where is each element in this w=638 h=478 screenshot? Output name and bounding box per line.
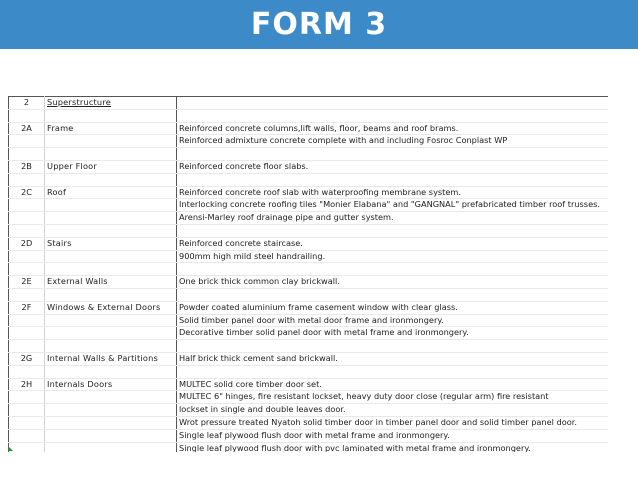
row-description[interactable]: Decorative timber solid panel door with metal frame and ironmongery. [177, 327, 609, 340]
page-title: FORM 3 [250, 7, 388, 42]
row-code[interactable] [9, 365, 45, 378]
row-code[interactable]: 2D [9, 237, 45, 250]
row-description[interactable]: Reinforced admixture concrete complete with and including Fosroc Conplast WP [177, 135, 609, 148]
specification-table [8, 96, 608, 452]
row-item[interactable] [45, 288, 177, 301]
table-row [9, 327, 609, 340]
row-item[interactable] [45, 263, 177, 276]
row-item[interactable]: Frame [45, 122, 177, 135]
table-row [9, 391, 609, 404]
row-code[interactable]: 2C [9, 186, 45, 199]
row-code[interactable] [9, 288, 45, 301]
table-row [9, 276, 609, 289]
table-row [9, 352, 609, 365]
row-item[interactable]: Windows & External Doors [45, 301, 177, 314]
row-item[interactable] [45, 314, 177, 327]
row-code[interactable] [9, 173, 45, 186]
table-row [9, 378, 609, 391]
row-item[interactable] [45, 173, 177, 186]
row-description[interactable]: Reinforced concrete columns,lift walls, floor, beams and roof brams. [177, 122, 609, 135]
row-code[interactable] [9, 224, 45, 237]
row-description[interactable] [177, 224, 609, 237]
row-item[interactable]: Upper Floor [45, 160, 177, 173]
row-description[interactable]: One brick thick common clay brickwall. [177, 276, 609, 289]
row-code[interactable] [9, 391, 45, 404]
row-description[interactable]: Reinforced concrete staircase. [177, 237, 609, 250]
row-item[interactable] [45, 429, 177, 442]
row-code[interactable] [9, 429, 45, 442]
row-description[interactable]: Reinforced concrete roof slab with waterproofing membrane system. [177, 186, 609, 199]
row-description[interactable]: Arensi-Marley roof drainage pipe and gutter system. [177, 212, 609, 225]
row-item[interactable] [45, 135, 177, 148]
table-row [9, 199, 609, 212]
row-description[interactable]: Powder coated aluminium frame casement window with clear glass. [177, 301, 609, 314]
row-code[interactable]: 2B [9, 160, 45, 173]
row-description[interactable] [177, 97, 609, 110]
row-description[interactable] [177, 109, 609, 122]
table-row [9, 301, 609, 314]
row-description[interactable]: Single leaf plywood flush door with pvc laminated with metal frame and ironmongery. [177, 442, 609, 452]
row-item[interactable] [45, 148, 177, 161]
row-item[interactable] [45, 109, 177, 122]
table-row [9, 250, 609, 263]
row-item[interactable] [45, 391, 177, 404]
row-item[interactable] [45, 250, 177, 263]
row-description[interactable]: Half brick thick cement sand brickwall. [177, 352, 609, 365]
row-code[interactable] [9, 135, 45, 148]
row-description[interactable]: Solid timber panel door with metal door frame and ironmongery. [177, 314, 609, 327]
row-description[interactable] [177, 148, 609, 161]
row-item[interactable] [45, 212, 177, 225]
row-description[interactable] [177, 173, 609, 186]
row-item[interactable] [45, 199, 177, 212]
row-description[interactable]: Single leaf plywood flush door with metal frame and ironmongery. [177, 429, 609, 442]
row-description[interactable]: Interlocking concrete roofing tiles "Monier Elabana" and "GANGNAL" prefabricated timber roof trusses. [177, 199, 609, 212]
table-row [9, 212, 609, 225]
row-item[interactable]: Roof [45, 186, 177, 199]
row-item[interactable] [45, 404, 177, 417]
row-description[interactable]: lockset in single and double leaves door. [177, 404, 609, 417]
row-item[interactable] [45, 340, 177, 353]
table-row [9, 365, 609, 378]
row-item[interactable] [45, 442, 177, 452]
row-code[interactable]: 2H [9, 378, 45, 391]
row-item[interactable] [45, 224, 177, 237]
row-description[interactable]: 900mm high mild steel handrailing. [177, 250, 609, 263]
cell-marker-icon [8, 446, 13, 451]
row-item[interactable]: Internals Doors [45, 378, 177, 391]
table-row [9, 148, 609, 161]
row-code[interactable] [9, 314, 45, 327]
table-row [9, 135, 609, 148]
row-item[interactable] [45, 416, 177, 429]
row-description[interactable]: MULTEC 6" hinges, fire resistant lockset, heavy duty door close (regular arm) fire resistant [177, 391, 609, 404]
row-code[interactable] [9, 442, 45, 452]
spreadsheet-table [8, 96, 608, 452]
row-item[interactable]: Superstructure [45, 97, 177, 110]
row-item[interactable] [45, 365, 177, 378]
row-description[interactable]: MULTEC solid core timber door set. [177, 378, 609, 391]
row-description[interactable] [177, 365, 609, 378]
row-code[interactable] [9, 263, 45, 276]
row-code[interactable]: 2G [9, 352, 45, 365]
title-banner [0, 0, 638, 49]
row-item[interactable]: Stairs [45, 237, 177, 250]
row-code[interactable] [9, 199, 45, 212]
table-row [9, 186, 609, 199]
row-item[interactable] [45, 327, 177, 340]
row-description[interactable] [177, 263, 609, 276]
row-item[interactable]: External Walls [45, 276, 177, 289]
row-description[interactable] [177, 340, 609, 353]
table-row [9, 224, 609, 237]
table-row [9, 160, 609, 173]
row-description[interactable]: Reinforced concrete floor slabs. [177, 160, 609, 173]
row-code[interactable]: 2A [9, 122, 45, 135]
row-code[interactable] [9, 109, 45, 122]
row-code[interactable] [9, 404, 45, 417]
table-row [9, 442, 609, 452]
table-row [9, 288, 609, 301]
row-code[interactable] [9, 148, 45, 161]
row-code[interactable]: 2F [9, 301, 45, 314]
row-description[interactable]: Wrot pressure treated Nyatoh solid timber door in timber panel door and solid timber panel door. [177, 416, 609, 429]
table-row [9, 109, 609, 122]
table-row [9, 263, 609, 276]
table-row [9, 340, 609, 353]
table-row [9, 416, 609, 429]
row-code[interactable] [9, 416, 45, 429]
table-row [9, 122, 609, 135]
row-code[interactable] [9, 340, 45, 353]
row-description[interactable] [177, 288, 609, 301]
table-row [9, 404, 609, 417]
table-row [9, 237, 609, 250]
table-row [9, 173, 609, 186]
table-row [9, 97, 609, 110]
row-code[interactable] [9, 327, 45, 340]
table-row [9, 314, 609, 327]
row-code[interactable] [9, 212, 45, 225]
row-code[interactable]: 2E [9, 276, 45, 289]
row-code[interactable]: 2 [9, 97, 45, 110]
table-row [9, 429, 609, 442]
row-code[interactable] [9, 250, 45, 263]
row-item[interactable]: Internal Walls & Partitions [45, 352, 177, 365]
